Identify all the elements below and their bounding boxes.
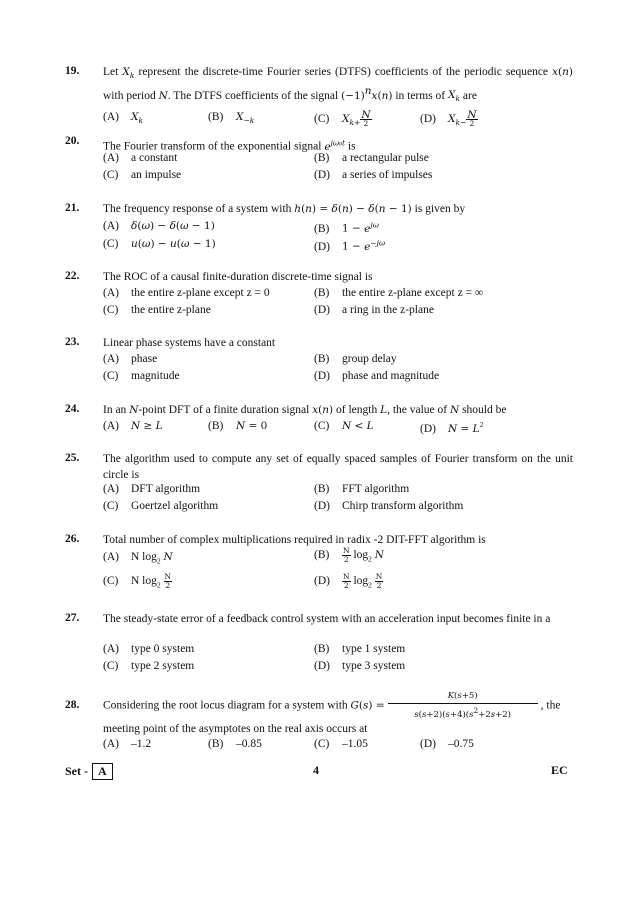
option-b: (B) N = 0	[208, 420, 268, 432]
question-text: Considering the root locus diagram for a system with G(s) = $\frac{K(s+5)}{s(s+2)(s+4)(s^2+2s+2)}$ , the meeting point of the asymptotes on the real axis occurs at	[103, 691, 561, 735]
option-d: (D) type 3 system	[314, 660, 406, 672]
question-text: Linear phase systems have a constant	[103, 337, 276, 349]
question-number: 20.	[65, 135, 80, 147]
question-text: Let $X_k$ represent the discrete-time Fourier series (DTFS) coefficients of the periodic sequence x(n) with period N. The DTFS coefficients of the signal $(-1)^nx(n)$ in terms of $X_k$ are	[103, 66, 573, 104]
option-b: (B) $\frac{N}{2}$ $\log_2 N$	[314, 546, 384, 564]
question-text: The frequency response of a system with h(n) = δ(n) − δ(n − 1) is given by	[103, 203, 466, 215]
option-d: (D) a ring in the z-plane	[314, 304, 434, 316]
option-a: (A) type 0 system	[103, 643, 195, 655]
option-a: (A) phase	[103, 353, 158, 365]
option-d: (D) $X_{k-}$ $\frac{N}{2}$	[420, 109, 477, 128]
question-number: 27.	[65, 612, 80, 624]
option-a: (A) the entire z-plane except z = 0	[103, 287, 270, 299]
option-c: (C) an impulse	[103, 169, 182, 181]
question-text: In an N-point DFT of a finite duration signal x(n) of length L, the value of N should be	[103, 404, 507, 416]
question-number: 26.	[65, 533, 80, 545]
option-b: (B) group delay	[314, 353, 397, 365]
option-c: (C) magnitude	[103, 370, 180, 382]
set-indicator: Set - A	[65, 763, 113, 780]
option-b: (B) $1 - e^{j\omega}$	[314, 220, 379, 235]
question-text: The algorithm used to compute any set of equally spaced samples of Fourier transform on the unit circle is	[103, 453, 573, 481]
option-d: (D) a series of impulses	[314, 169, 433, 181]
option-c: (C) N < L	[314, 420, 374, 432]
option-a: (A) δ(ω) − δ(ω − 1)	[103, 220, 215, 232]
page-number: 4	[313, 763, 319, 777]
subject-code: EC	[551, 763, 568, 777]
option-d: (D) $\frac{N}{2}$ $\log_2$ $\frac{N}{2}$	[314, 572, 383, 590]
option-b: (B) a rectangular pulse	[314, 152, 429, 164]
option-b: (B) $X_{-k}$	[208, 111, 255, 126]
option-c: (C) N $\log_2$ $\frac{N}{2}$	[103, 572, 172, 590]
question-number: 21.	[65, 202, 80, 214]
question-number: 19.	[65, 65, 80, 77]
option-d: (D) $1 - e^{-j\omega}$	[314, 238, 386, 253]
option-b: (B) FFT algorithm	[314, 483, 410, 495]
question-number: 28.	[65, 699, 80, 711]
option-c: (C) $X_{k+}$ $\frac{N}{2}$	[314, 109, 371, 128]
option-c: (C) u(ω) − u(ω − 1)	[103, 238, 216, 250]
option-a: (A) DFT algorithm	[103, 483, 201, 495]
option-b: (B) –0.85	[208, 738, 262, 750]
option-a: (A) N $\log_2 N$	[103, 551, 173, 566]
option-d: (D) Chirp transform algorithm	[314, 500, 464, 512]
question-text: The ROC of a causal finite-duration discrete-time signal is	[103, 271, 373, 283]
option-b: (B) the entire z-plane except z = ∞	[314, 287, 484, 299]
question-text: Total number of complex multiplications required in radix -2 DIT-FFT algorithm is	[103, 534, 486, 546]
set-box: A	[92, 763, 113, 780]
option-c: (C) –1.05	[314, 738, 368, 750]
question-number: 24.	[65, 403, 80, 415]
option-c: (C) type 2 system	[103, 660, 195, 672]
option-a: (A) $X_k$	[103, 111, 144, 126]
option-c: (C) Goertzel algorithm	[103, 500, 219, 512]
option-d: (D) phase and magnitude	[314, 370, 440, 382]
option-d: (D) –0.75	[420, 738, 474, 750]
option-b: (B) type 1 system	[314, 643, 406, 655]
option-c: (C) the entire z-plane	[103, 304, 211, 316]
question-number: 23.	[65, 336, 80, 348]
option-a: (A) N ≥ L	[103, 420, 163, 432]
question-text: The steady-state error of a feedback control system with an acceleration input becomes finite in a	[103, 613, 551, 625]
question-number: 25.	[65, 452, 80, 464]
option-a: (A) a constant	[103, 152, 178, 164]
option-a: (A) –1.2	[103, 738, 152, 750]
option-d: (D) $N = L^2$	[420, 420, 484, 435]
question-text: The Fourier transform of the exponential signal $e^{j\omega_0t}$ is	[103, 138, 356, 153]
question-number: 22.	[65, 270, 80, 282]
